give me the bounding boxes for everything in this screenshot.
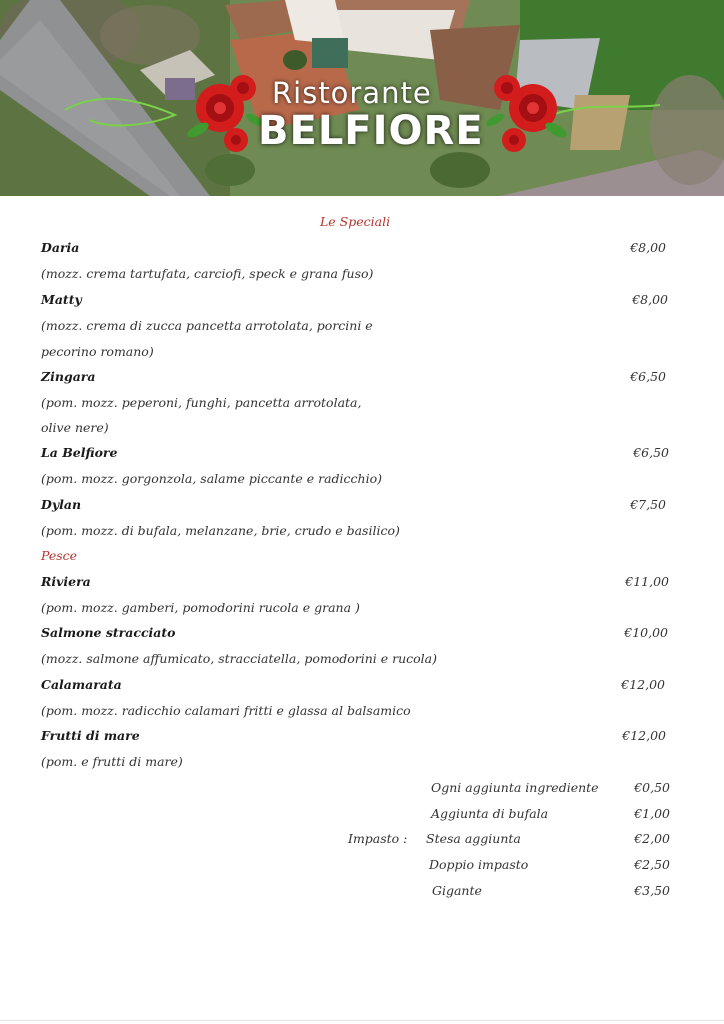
logo-title: BELFIORE — [258, 108, 484, 154]
menu-item-description: (pom. mozz. radicchio calamari fritti e glassa al balsamico — [41, 703, 411, 718]
extra-label: Stesa aggiunta — [426, 831, 521, 846]
menu-item-description: (pom. e frutti di mare) — [41, 754, 183, 769]
menu-item-description: (mozz. crema di zucca pancetta arrotolata, porcini e — [41, 318, 373, 333]
impasto-label: Impasto : — [348, 831, 408, 846]
extra-label: Aggiunta di bufala — [431, 806, 549, 821]
extra-label: Ogni aggiunta ingrediente — [431, 780, 599, 795]
extra-price: €1,00 — [634, 806, 670, 821]
menu-item-name: La Belfiore — [41, 445, 118, 460]
menu-item-description: (mozz. salmone affumicato, stracciatella, pomodorini e rucola) — [41, 651, 438, 666]
menu-item-name: Dylan — [41, 497, 82, 512]
extra-price: €2,00 — [634, 831, 670, 846]
menu-item-price: €7,50 — [630, 497, 666, 512]
menu-item-name: Zingara — [41, 369, 96, 384]
menu-item-description: (pom. mozz. gamberi, pomodorini rucola e grana ) — [41, 600, 360, 615]
menu-item-name: Calamarata — [41, 677, 122, 692]
menu-item-name: Matty — [41, 292, 82, 307]
extra-label: Gigante — [432, 883, 482, 898]
menu-item-price: €10,00 — [624, 625, 668, 640]
logo-subtitle: Ristorante — [272, 76, 432, 110]
menu-item-name: Frutti di mare — [41, 728, 140, 743]
menu-item-name: Daria — [41, 240, 80, 255]
menu-item-description: olive nere) — [41, 420, 109, 435]
menu-item-price: €12,00 — [621, 677, 665, 692]
menu-item-name: Riviera — [41, 574, 91, 589]
menu-item-description: (mozz. crema tartufata, carciofi, speck e grana fuso) — [41, 266, 374, 281]
page-bottom-divider — [0, 1020, 724, 1021]
extra-price: €2,50 — [634, 857, 670, 872]
menu-item-name: Salmone stracciato — [41, 625, 176, 640]
menu-item-price: €6,50 — [633, 445, 669, 460]
menu-item-price: €8,00 — [632, 292, 668, 307]
menu-item-price: €11,00 — [625, 574, 669, 589]
extra-label: Doppio impasto — [429, 857, 529, 872]
menu-item-price: €6,50 — [630, 369, 666, 384]
menu-item-description: (pom. mozz. gorgonzola, salame piccante e radicchio) — [41, 471, 382, 486]
menu-item-description: pecorino romano) — [41, 344, 154, 359]
menu-item-price: €12,00 — [622, 728, 666, 743]
extra-price: €0,50 — [634, 780, 670, 795]
section-title-pesce: Pesce — [41, 548, 78, 563]
header-photo-banner — [0, 0, 724, 196]
menu-item-description: (pom. mozz. di bufala, melanzane, brie, crudo e basilico) — [41, 523, 400, 538]
section-title-le-speciali: Le Speciali — [320, 214, 391, 229]
extra-price: €3,50 — [634, 883, 670, 898]
menu-item-description: (pom. mozz. peperoni, funghi, pancetta arrotolata, — [41, 395, 362, 410]
menu-item-price: €8,00 — [630, 240, 666, 255]
